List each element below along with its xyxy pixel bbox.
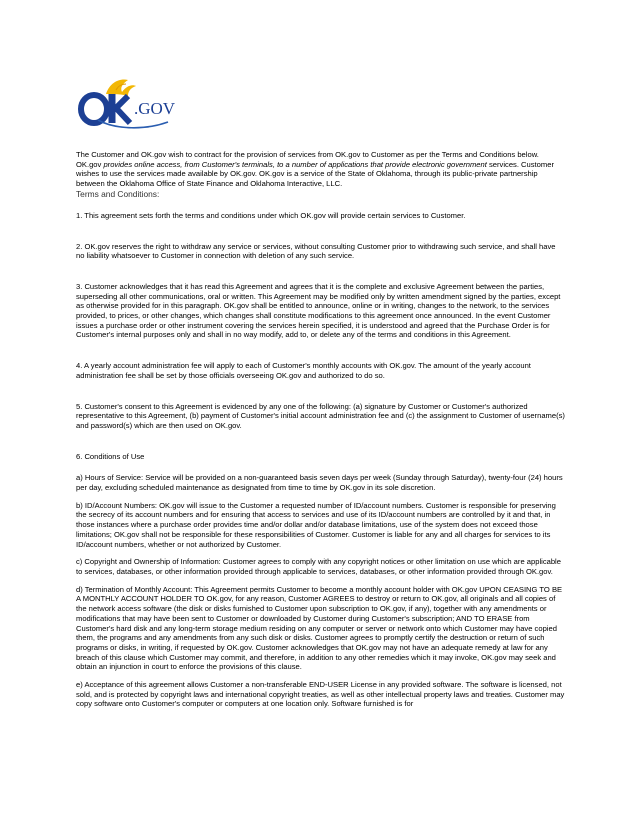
document-body	[76, 150, 566, 709]
clause-2: 2. OK.gov reserves the right to withdraw any service or services, without consulting Customer prior to withdrawing such service, and shall have no liability whatsoever to Customer in connection with deletion of any such service.	[76, 241, 556, 261]
terms-heading: Terms and Conditions:	[76, 188, 160, 199]
intro-part-1: The Customer and OK.gov wish to contract for the provision of services from OK.gov to Customer as per the Terms and Conditions below. OK.gov	[76, 150, 539, 169]
clause-6b: b) ID/Account Numbers: OK.gov will issue to the Customer a requested number of ID/account numbers. Customer is responsible for preserving the secrecy of its account numbers and for ensuring that access to services and use of its ID/account numbers are controlled by it and that, in those instances where a purchase order provides time and/or dollar and/or database limitations, use of the system does not exceed those limitations; OK.gov shall not be responsible for these responsibilities of Customer. Customer is liable for any and all charges for services to its ID/account numbers, whether or not authorized by Customer.	[76, 500, 556, 549]
intro-part-3: services. Customer wishes to use the services made available by OK.gov. OK.gov is a service of the State of Oklahoma, through its public-private partnership between the Oklahoma Office of State Finance and Oklahoma Interactive, LLC.	[76, 159, 554, 189]
intro-part-2: provides online access, from Customer's terminals, to a number of applications that provide electronic government	[103, 159, 487, 169]
intro-paragraph	[76, 150, 566, 189]
ok-gov-logo-graphic	[76, 76, 196, 132]
clause-6e: e) Acceptance of this agreement allows Customer a non-transferable END-USER License in any provided software. The software is licensed, not sold, and is protected by copyright laws and international copyright treaties, as well as other intellectual property laws and treaties. Customer may copy software onto Customer's computer or computers at one location only. Software furnished is for	[76, 680, 565, 709]
ok-gov-logo	[76, 76, 196, 132]
logo-gov-text: .GOV	[134, 99, 176, 118]
clause-1: 1. This agreement sets forth the terms and conditions under which OK.gov will provide certain services to Customer.	[76, 210, 466, 220]
clause-5: 5. Customer's consent to this Agreement is evidenced by any one of the following: (a) signature by Customer or Customer's authorized representative to this Agreement, (b) payment of Customer's initial account administration fee and (c) the assignment to Customer of username(s) and password(s) which are then used on OK.gov.	[76, 401, 565, 430]
clause-6a: a) Hours of Service: Service will be provided on a non-guaranteed basis seven days per week (Sunday through Saturday), twenty-four (24) hours per day, excluding scheduled maintenance as designated from time to time by OK.gov in its sole discretion.	[76, 473, 563, 493]
clause-6d: d) Termination of Monthly Account: This Agreement permits Customer to become a monthly account holder with OK.gov UPON CEASING TO BE A MONTHLY ACCOUNT HOLDER TO OK.gov, for any reason, Customer AGREES to destroy or return to OK.gov, all originals and all copies of the network access software (the disk or disks furnished to Customer upon subscription to OK.gov, if any), together with any amendments or modifications that may have been sent to Customer or downloaded by Customer during Customer's subscription; AND TO ERASE from Customer's hard disk and any long-term storage medium residing on any computer or server or network onto which Customer may have copied them, the programs and any amendments from any such disk or disks. Customer agrees to promptly certify the destruction or return of such programs or disks, in writing, if requested by OK.gov. Customer acknowledges that OK.gov may not have an adequate remedy at law for any breach of this clause which Customer may commit, and therefore, in addition to any other remedies which it may invoke, OK.gov may seek and obtain an injunction in court to enforce the provisions of this clause.	[76, 584, 563, 672]
clause-4: 4. A yearly account administration fee will apply to each of Customer's monthly accounts with OK.gov. The amount of the yearly account administration fee shall be set by those officials overseeing OK.gov and authorized to do so.	[76, 361, 531, 380]
clause-6c: c) Copyright and Ownership of Information: Customer agrees to comply with any copyright notices or other limitation on use which are applicable to services, databases, or other information provided through applicable to services, databases, or other information provided through OK.gov.	[76, 557, 561, 576]
clause-6-heading: 6. Conditions of Use	[76, 451, 145, 461]
clause-3: 3. Customer acknowledges that it has read this Agreement and agrees that it is the complete and exclusive Agreement between the parties, superseding all other communications, oral or written. This Agreement may be modified only by written amendment signed by the parties, except as otherwise provided for in this paragraph. OK.gov shall be entitled to announce, online or in writing, changes to the network, to the services provided, to prices, or other changes, which changes shall constitute modifications to this agreement once announced. In the event Customer issues a purchase order or other instrument covering the services herein specified, it is understood and agreed that the Purchase Order is for Customer's internal purposes only and shall in no way modify, add to, or delete any of the terms and conditions in this Agreement.	[76, 281, 561, 340]
